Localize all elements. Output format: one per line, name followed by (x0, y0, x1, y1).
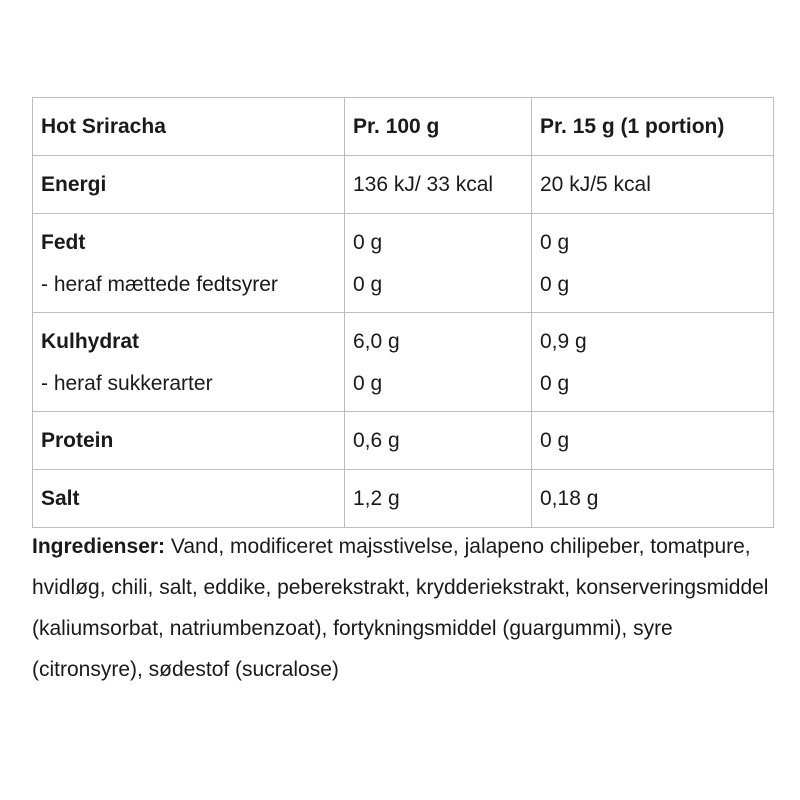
nutrient-perportion: 20 kJ/5 kcal (540, 173, 651, 196)
nutrition-table (32, 97, 774, 528)
column-per-100g: Pr. 100 g (353, 115, 440, 138)
header-per100-cell (345, 98, 532, 156)
sub-nutrient-perportion: 0 g (540, 372, 570, 395)
per100-cell (345, 412, 532, 470)
nutrient-label: Energi (41, 173, 107, 196)
ingredients-text: Vand, modificeret majsstivelse, jalapeno chilipeber, tomatpure, hvidløg, chili, salt, eddike, peberekstrakt, krydderiekstrakt, konserveringsmiddel (kaliumsorbat, natriumbenzoat), fortykningsmiddel (guargummi), syre (citronsyre), sødestof (sucralose) (32, 535, 769, 681)
per100-cell (345, 313, 532, 412)
ingredients-label: Ingredienser: (32, 535, 166, 558)
nutrient-label: Kulhydrat (41, 330, 140, 353)
header-product-cell (33, 98, 345, 156)
perportion-cell (532, 214, 774, 313)
nutrient-label: Protein (41, 429, 114, 452)
nutrient-per100: 1,2 g (353, 487, 400, 510)
nutrient-perportion: 0 g (540, 231, 570, 254)
perportion-cell (532, 156, 774, 214)
label-cell (33, 412, 345, 470)
nutrient-per100: 136 kJ/ 33 kcal (353, 173, 494, 196)
perportion-cell (532, 313, 774, 412)
table-row-energi (33, 156, 774, 214)
nutrient-perportion: 0,9 g (540, 330, 587, 353)
column-per-portion: Pr. 15 g (1 portion) (540, 115, 725, 138)
table-header-row (33, 98, 774, 156)
header-perportion-cell (532, 98, 774, 156)
label-cell (33, 156, 345, 214)
sub-nutrient-per100: 0 g (353, 372, 383, 395)
sub-nutrient-label: - heraf sukkerarter (41, 372, 213, 395)
table-row-fedt (33, 214, 774, 313)
nutrient-per100: 6,0 g (353, 330, 400, 353)
label-cell (33, 214, 345, 313)
product-name: Hot Sriracha (41, 115, 166, 138)
perportion-cell (532, 412, 774, 470)
sub-nutrient-per100: 0 g (353, 273, 383, 296)
nutrient-perportion: 0,18 g (540, 487, 599, 510)
per100-cell (345, 214, 532, 313)
label-cell (33, 470, 345, 528)
table-row-salt (33, 470, 774, 528)
label-cell (33, 313, 345, 412)
sub-nutrient-label: - heraf mættede fedtsyrer (41, 273, 278, 296)
perportion-cell (532, 470, 774, 528)
nutrient-per100: 0,6 g (353, 429, 400, 452)
per100-cell (345, 156, 532, 214)
sub-nutrient-perportion: 0 g (540, 273, 570, 296)
ingredients-paragraph (32, 526, 777, 690)
nutrient-perportion: 0 g (540, 429, 570, 452)
per100-cell (345, 470, 532, 528)
table-row-protein (33, 412, 774, 470)
nutrient-label: Salt (41, 487, 80, 510)
nutrient-label: Fedt (41, 231, 86, 254)
nutrient-per100: 0 g (353, 231, 383, 254)
table-row-kulhydrat (33, 313, 774, 412)
